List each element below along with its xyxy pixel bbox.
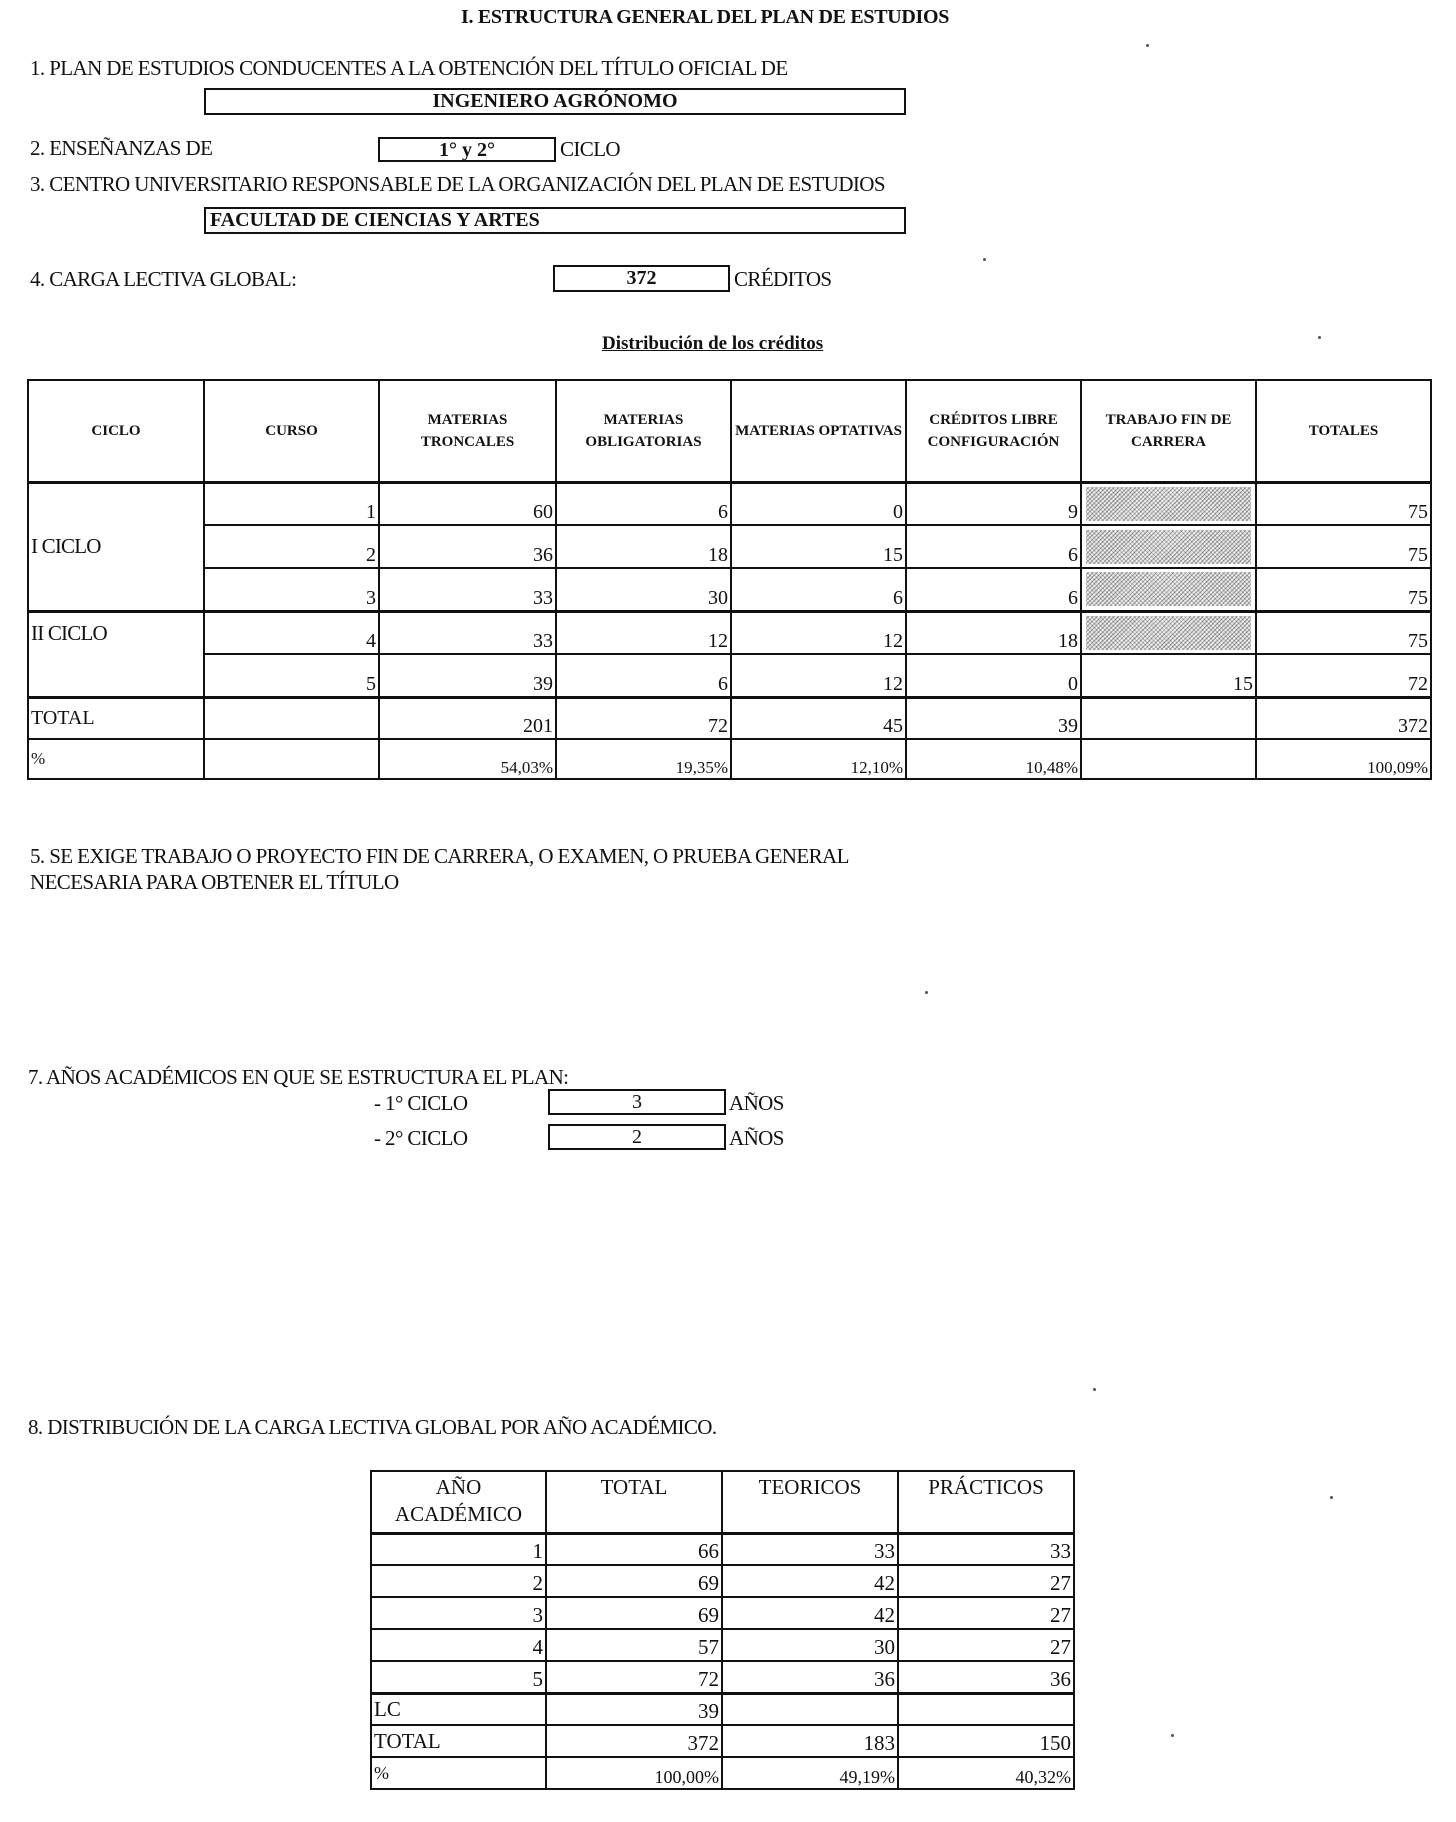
cell-obligatorias: 6 <box>556 654 731 697</box>
faculty-field: FACULTAD DE CIENCIAS Y ARTES <box>204 207 906 234</box>
cell-optativas: 15 <box>731 525 906 568</box>
page-title: I. ESTRUCTURA GENERAL DEL PLAN DE ESTUDIOS <box>461 6 950 28</box>
percent-label: % <box>371 1757 546 1789</box>
total-totales: 372 <box>1256 697 1431 739</box>
cell-curso: 1 <box>204 482 379 525</box>
cell-empty <box>898 1693 1074 1725</box>
lc-row <box>371 1693 1074 1725</box>
table-header-row <box>28 380 1431 482</box>
pct-totales: 100,09% <box>1256 739 1431 779</box>
total-label: TOTAL <box>371 1725 546 1757</box>
pct-total: 100,00% <box>546 1757 722 1789</box>
header-teoricos: TEORICOS <box>722 1471 898 1533</box>
cycles-suffix: CICLO <box>560 137 621 161</box>
cell-troncales: 36 <box>379 525 556 568</box>
distribution-heading: Distribución de los créditos <box>602 333 824 354</box>
cycle-label: I CICLO <box>28 482 204 611</box>
item4-label: 4. CARGA LECTIVA GLOBAL: <box>30 267 297 291</box>
header-trabajo: TRABAJO FIN DE CARRERA <box>1081 380 1256 482</box>
first-cycle-years: 3 <box>548 1089 726 1115</box>
cell-optativas: 12 <box>731 611 906 654</box>
total-optativas: 45 <box>731 697 906 739</box>
scan-speck <box>1093 1388 1096 1391</box>
total-row <box>28 697 1431 739</box>
cycles-field: 1° y 2° <box>378 137 556 162</box>
cell-curso: 4 <box>204 611 379 654</box>
global-credits-field: 372 <box>553 265 730 292</box>
total-troncales: 201 <box>379 697 556 739</box>
cell-total: 69 <box>546 1597 722 1629</box>
total-practicos: 150 <box>898 1725 1074 1757</box>
cell-practicos: 36 <box>898 1661 1074 1693</box>
table-header-row <box>371 1471 1074 1533</box>
cycle-label: II CICLO <box>28 611 204 697</box>
total-total: 372 <box>546 1725 722 1757</box>
cell-empty <box>722 1693 898 1725</box>
total-label: TOTAL <box>28 697 204 739</box>
header-totales: TOTALES <box>1256 380 1431 482</box>
cell-practicos: 33 <box>898 1533 1074 1565</box>
cell-troncales: 60 <box>379 482 556 525</box>
second-cycle-unit: AÑOS <box>729 1126 784 1150</box>
table-row <box>28 568 1431 611</box>
cell-trabajo-shaded <box>1081 482 1256 525</box>
total-obligatorias: 72 <box>556 697 731 739</box>
cell-ano: 3 <box>371 1597 546 1629</box>
second-cycle-label: - 2° CICLO <box>374 1126 468 1150</box>
total-row <box>371 1725 1074 1757</box>
cell-ano: 1 <box>371 1533 546 1565</box>
cell-troncales: 39 <box>379 654 556 697</box>
cell-troncales: 33 <box>379 568 556 611</box>
cell-obligatorias: 12 <box>556 611 731 654</box>
scan-speck <box>1171 1734 1174 1737</box>
cell-totales: 75 <box>1256 611 1431 654</box>
header-libre: CRÉDITOS LIBRE CONFIGURACIÓN <box>906 380 1081 482</box>
item5-line2: NECESARIA PARA OBTENER EL TÍTULO <box>30 870 399 894</box>
pct-libre: 10,48% <box>906 739 1081 779</box>
scan-speck <box>1146 44 1149 47</box>
second-cycle-years: 2 <box>548 1124 726 1150</box>
header-ano-line2: ACADÉMICO <box>394 1502 523 1526</box>
cell-libre: 18 <box>906 611 1081 654</box>
table-row <box>28 611 1431 654</box>
cell-teoricos: 42 <box>722 1597 898 1629</box>
cell-teoricos: 33 <box>722 1533 898 1565</box>
scan-speck <box>1318 336 1321 339</box>
header-total: TOTAL <box>546 1471 722 1533</box>
header-practicos: PRÁCTICOS <box>898 1471 1074 1533</box>
table-row <box>371 1565 1074 1597</box>
cell-libre: 6 <box>906 525 1081 568</box>
cell-empty <box>1081 739 1256 779</box>
table-row <box>28 525 1431 568</box>
cell-totales: 75 <box>1256 482 1431 525</box>
cell-curso: 5 <box>204 654 379 697</box>
cell-total: 57 <box>546 1629 722 1661</box>
first-cycle-unit: AÑOS <box>729 1091 784 1115</box>
cell-ano: 2 <box>371 1565 546 1597</box>
cell-obligatorias: 18 <box>556 525 731 568</box>
first-cycle-label: - 1° CICLO <box>374 1091 468 1115</box>
item3-label: 3. CENTRO UNIVERSITARIO RESPONSABLE DE LA ORGANIZACIÓN DEL PLAN DE ESTUDIOS <box>30 172 885 196</box>
cell-trabajo-shaded <box>1081 568 1256 611</box>
cell-ano: 4 <box>371 1629 546 1661</box>
item8-label: 8. DISTRIBUCIÓN DE LA CARGA LECTIVA GLOBAL POR AÑO ACADÉMICO. <box>28 1415 717 1439</box>
global-credits-suffix: CRÉDITOS <box>734 267 832 291</box>
table-row <box>28 654 1431 697</box>
cell-libre: 6 <box>906 568 1081 611</box>
header-optativas: MATERIAS OPTATIVAS <box>731 380 906 482</box>
lc-total: 39 <box>546 1693 722 1725</box>
item1-label: 1. PLAN DE ESTUDIOS CONDUCENTES A LA OBTENCIÓN DEL TÍTULO OFICIAL DE <box>30 56 788 80</box>
cell-libre: 9 <box>906 482 1081 525</box>
degree-title-field: INGENIERO AGRÓNOMO <box>204 88 906 115</box>
cell-trabajo: 15 <box>1081 654 1256 697</box>
annual-load-table <box>370 1470 1075 1790</box>
item7-label: 7. AÑOS ACADÉMICOS EN QUE SE ESTRUCTURA EL PLAN: <box>28 1065 569 1089</box>
item5-line1: 5. SE EXIGE TRABAJO O PROYECTO FIN DE CARRERA, O EXAMEN, O PRUEBA GENERAL <box>30 844 849 868</box>
cell-totales: 75 <box>1256 568 1431 611</box>
cell-troncales: 33 <box>379 611 556 654</box>
table-row <box>371 1597 1074 1629</box>
cell-optativas: 0 <box>731 482 906 525</box>
table-row <box>371 1661 1074 1693</box>
cell-totales: 75 <box>1256 525 1431 568</box>
cell-ano: 5 <box>371 1661 546 1693</box>
percent-row <box>28 739 1431 779</box>
header-curso: CURSO <box>204 380 379 482</box>
cell-optativas: 6 <box>731 568 906 611</box>
cell-obligatorias: 6 <box>556 482 731 525</box>
header-ano <box>371 1471 546 1533</box>
scan-speck <box>983 258 986 261</box>
cell-practicos: 27 <box>898 1597 1074 1629</box>
cell-teoricos: 36 <box>722 1661 898 1693</box>
header-obligatorias: MATERIAS OBLIGATORIAS <box>556 380 731 482</box>
table-row <box>28 482 1431 525</box>
cell-curso: 2 <box>204 525 379 568</box>
cell-total: 69 <box>546 1565 722 1597</box>
cell-obligatorias: 30 <box>556 568 731 611</box>
cell-total: 66 <box>546 1533 722 1565</box>
pct-troncales: 54,03% <box>379 739 556 779</box>
table-row <box>371 1629 1074 1661</box>
header-troncales: MATERIAS TRONCALES <box>379 380 556 482</box>
cell-totales: 72 <box>1256 654 1431 697</box>
cell-teoricos: 42 <box>722 1565 898 1597</box>
percent-row <box>371 1757 1074 1789</box>
cell-curso: 3 <box>204 568 379 611</box>
header-ano-line1: AÑO <box>435 1475 482 1499</box>
cell-practicos: 27 <box>898 1565 1074 1597</box>
table-row <box>371 1533 1074 1565</box>
pct-optativas: 12,10% <box>731 739 906 779</box>
item2-label: 2. ENSEÑANZAS DE <box>30 136 213 160</box>
percent-label: % <box>28 739 204 779</box>
header-ciclo: CICLO <box>28 380 204 482</box>
cell-total: 72 <box>546 1661 722 1693</box>
scan-speck <box>1330 1496 1333 1499</box>
cell-empty <box>204 739 379 779</box>
pct-teoricos: 49,19% <box>722 1757 898 1789</box>
total-libre: 39 <box>906 697 1081 739</box>
pct-obligatorias: 19,35% <box>556 739 731 779</box>
pct-practicos: 40,32% <box>898 1757 1074 1789</box>
cell-teoricos: 30 <box>722 1629 898 1661</box>
cell-empty <box>1081 697 1256 739</box>
credits-distribution-table <box>27 379 1432 780</box>
cell-optativas: 12 <box>731 654 906 697</box>
cell-empty <box>204 697 379 739</box>
cell-trabajo-shaded <box>1081 611 1256 654</box>
cell-practicos: 27 <box>898 1629 1074 1661</box>
cell-libre: 0 <box>906 654 1081 697</box>
total-teoricos: 183 <box>722 1725 898 1757</box>
scan-speck <box>925 991 928 994</box>
cell-trabajo-shaded <box>1081 525 1256 568</box>
lc-label: LC <box>371 1693 546 1725</box>
